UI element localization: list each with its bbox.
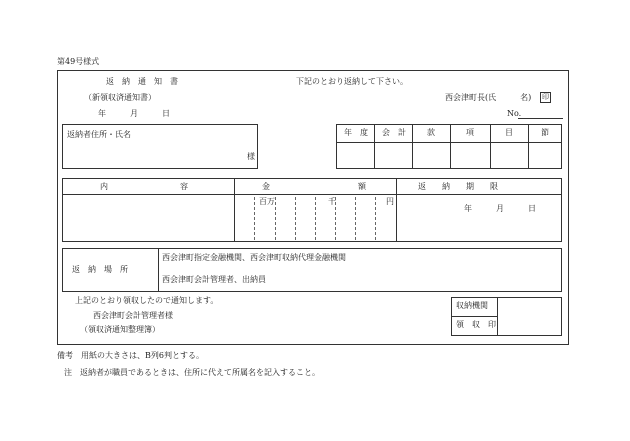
seal-mark: 印 — [542, 93, 549, 101]
unit-thousand: 千 — [328, 197, 336, 206]
place-divider — [158, 248, 159, 292]
form-subtitle: （新領収済通知書） — [84, 93, 156, 102]
digit-divider — [375, 197, 376, 240]
unit-million: 百万 — [259, 197, 275, 206]
budget-col-line — [528, 124, 529, 169]
receipt-stamp-row-line — [451, 316, 497, 317]
payer-label: 返納者住所・氏名 — [67, 130, 131, 139]
issuer-name: 西会津町長(氏 名) — [445, 93, 532, 102]
remarks-line2: 注 返納者が職員であるときは、住所に代えて所属名を記入すること。 — [64, 368, 320, 377]
budget-header-account: 会 計 — [382, 128, 406, 137]
budget-header-moku: 目 — [505, 128, 513, 137]
digit-divider — [355, 197, 356, 240]
digit-divider — [254, 197, 255, 240]
amount-header: 金 額 — [262, 182, 366, 191]
receipt-note: （領収済通知整理簿） — [80, 325, 160, 334]
place-label: 返 納 場 所 — [72, 265, 128, 274]
place-line1: 西会津町指定金融機関、西会津町収納代理金融機関 — [162, 253, 346, 262]
receipt-seal-label: 領 収 印 — [456, 320, 496, 329]
amount-col-line — [396, 178, 397, 242]
digit-divider — [315, 197, 316, 240]
digit-divider — [275, 197, 276, 240]
issue-date: 年 月 日 — [98, 109, 170, 118]
number-underline — [518, 118, 563, 119]
budget-col-line — [374, 124, 375, 169]
budget-header-year: 年 度 — [344, 128, 368, 137]
receipt-agency-label: 収納機関 — [456, 301, 488, 310]
deadline-header: 返 納 期 限 — [418, 182, 498, 191]
budget-header-kou: 項 — [466, 128, 474, 137]
receipt-addressee: 西会津町会計管理者様 — [93, 311, 173, 320]
amount-col-line — [234, 178, 235, 242]
amount-table-divider — [62, 194, 562, 195]
instruction-text: 下記のとおり返納して下さい。 — [296, 77, 408, 86]
form-title: 返 納 通 知 書 — [106, 77, 178, 86]
budget-col-line — [450, 124, 451, 169]
form-number: 第49号様式 — [57, 57, 100, 66]
place-line2: 西会津町会計管理者、出納員 — [162, 275, 266, 284]
budget-header-kan: 款 — [427, 128, 435, 137]
deadline-date: 年 月 日 — [464, 204, 536, 213]
remarks-line1: 備考 用紙の大きさは、B列6判とする。 — [57, 351, 204, 360]
digit-divider — [295, 197, 296, 240]
receipt-stamp-divider — [497, 297, 498, 336]
payer-suffix: 様 — [247, 152, 255, 161]
budget-col-line — [412, 124, 413, 169]
number-label: No. — [507, 109, 522, 118]
unit-yen: 円 — [386, 197, 394, 206]
receipt-notice: 上記のとおり領収したので通知します。 — [75, 296, 219, 305]
budget-header-setsu: 節 — [541, 128, 549, 137]
budget-col-line — [490, 124, 491, 169]
content-header: 内 容 — [100, 182, 188, 191]
